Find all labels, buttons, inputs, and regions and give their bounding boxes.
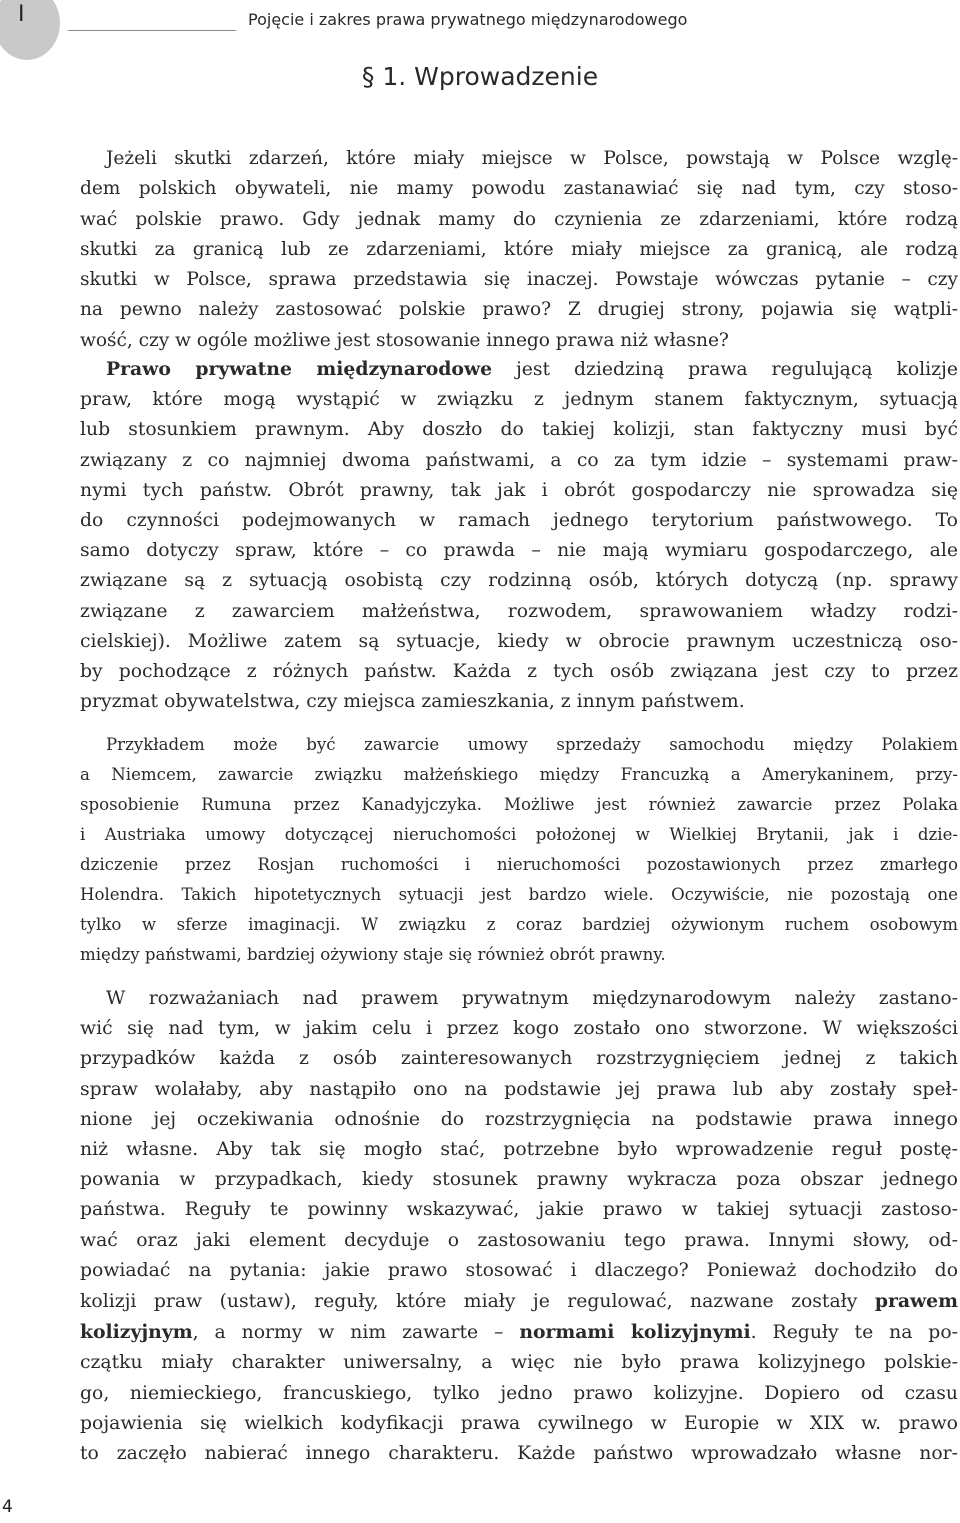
paragraph-line: skutki w Polsce, sprawa przedstawia się inaczej. Powstaje wówczas pytanie – czy	[80, 269, 958, 291]
example-line: dziczenie przez Rosjan ruchomości i nieruchomości pozostawionych przez zmarłego	[80, 855, 958, 874]
paragraph-line: dem polskich obywateli, nie mamy powodu zastanawiać się nad tym, czy stoso-	[80, 178, 958, 200]
paragraph-line: wać oraz jaki element decyduje o zastosowaniu tego prawa. Innymi słowy, od-	[80, 1229, 958, 1251]
paragraph-line: przypadków każda z osób zainteresowanych rozstrzygnięciem jednej z takich	[80, 1048, 958, 1070]
paragraph-line: czątku miały charakter uniwersalny, a więc nie było prawa kolizyjnego polskie-	[80, 1352, 958, 1374]
paragraph-line: związane z zawarciem małżeństwa, rozwodem, sprawowaniem władzy rodzi-	[80, 600, 958, 622]
paragraph-line: niż własne. Aby tak się mogło stać, potrzebne było wprowadzenie reguł postę-	[80, 1139, 958, 1161]
paragraph-line: W rozważaniach nad prawem prywatnym międzynarodowym należy zastano-	[106, 988, 958, 1009]
paragraph-line	[80, 354, 958, 385]
paragraph-line: samo dotyczy spraw, które – co prawda – nie mają wymiaru gospodarczego, ale	[80, 540, 958, 562]
paragraph-line: by pochodzące z różnych państw. Każda z tych osób związana jest czy to przez	[80, 661, 958, 683]
page-number: 4	[2, 1497, 13, 1517]
paragraph-line: związany z co najmniej dwoma państwami, a co za tym idzie – systemami praw-	[80, 449, 958, 471]
defined-term: Prawo prywatne międzynarodowe	[106, 358, 493, 380]
paragraph-line: państwa. Reguły te powinny wskazywać, jakie prawo w takiej sytuacji zastoso-	[80, 1199, 958, 1221]
section-title: § 1. Wprowadzenie	[361, 62, 599, 91]
header-rule	[68, 30, 236, 31]
paragraph-text: kolizji praw (ustaw), reguły, które miały je regulować, nazwane zostały	[80, 1291, 875, 1313]
example-line: sposobienie Rumuna przez Kanadyjczyka. Możliwe jest również zawarcie przez Polaka	[80, 795, 958, 814]
paragraph-line: cielskiej). Możliwe zatem są sytuacje, kiedy w obrocie prawnym uczestniczą oso-	[80, 630, 958, 652]
paragraph-text: jest dziedziną prawa regulującą kolizje	[492, 359, 958, 380]
paragraph-line: spraw wolałaby, aby nastąpiło ono na podstawie jej prawa lub aby zostały speł-	[80, 1078, 958, 1100]
example-line: tylko w sferze imaginacji. W związku z coraz bardziej ożywionym ruchem osobowym	[80, 915, 958, 934]
paragraph-intro	[80, 144, 958, 356]
example-line: i Austriaka umowy dotyczącej nieruchomości położonej w Wielkiej Brytanii, jak i dzie-	[80, 825, 958, 844]
paragraph-line: związane są z sytuacją osobistą czy rodzinną osób, których dotyczą (np. sprawy	[80, 570, 958, 592]
paragraph-line: Jeżeli skutki zdarzeń, które miały miejsce w Polsce, powstają w Polsce wzglę-	[106, 148, 958, 169]
paragraph-line: nymi tych państw. Obrót prawny, tak jak i obrót gospodarczy nie sprowadza się	[80, 479, 958, 501]
paragraph-line: do czynności podejmowanych w ramach jednego terytorium państwowego. To	[80, 510, 958, 532]
example-line: Przykładem może być zawarcie umowy sprzedaży samochodu między Polakiem	[106, 735, 958, 754]
paragraph-line: wać polskie prawo. Gdy jednak mamy do czynienia ze zdarzeniami, które rodzą	[80, 208, 958, 230]
paragraph-line: powiadać na pytania: jakie prawo stosować i dlaczego? Ponieważ dochodziło do	[80, 1259, 958, 1281]
paragraph-line: pryzmat obywatelstwa, czy miejsca zamieszkania, z innym państwem.	[80, 691, 745, 713]
paragraph-definition	[80, 354, 958, 717]
chapter-number: I	[18, 2, 25, 27]
paragraph-line: nione jej oczekiwania odnośnie do rozstrzygnięcia na podstawie prawa innego	[80, 1108, 958, 1130]
example-line: między państwami, bardziej ożywiony staje się również obrót prawny.	[80, 945, 666, 964]
running-header-title: Pojęcie i zakres prawa prywatnego międzynarodowego	[248, 10, 688, 29]
paragraph-line: pojawienia się wielkich kodyfikacji prawa cywilnego w Europie w XIX w. prawo	[80, 1412, 958, 1434]
paragraph-line: wość, czy w ogóle możliwe jest stosowanie innego prawa niż własne?	[80, 329, 729, 351]
paragraph-line: skutki za granicą lub ze zdarzeniami, które miały miejsce za granicą, ale rodzą	[80, 238, 958, 260]
paragraph-conflict-rules	[80, 984, 958, 1469]
paragraph-line: wić się nad tym, w jakim celu i przez kogo zostało ono stworzone. W większości	[80, 1018, 958, 1040]
paragraph-line	[80, 1317, 958, 1348]
paragraph-line: powania w przypadkach, kiedy stosunek prawny wykracza poza obszar jednego	[80, 1169, 958, 1191]
paragraph-text: . Reguły te na po-	[750, 1322, 958, 1344]
paragraph-line: na pewno należy zastosować polskie prawo? Z drugiej strony, pojawia się wątpli-	[80, 299, 958, 321]
paragraph-text: , a normy w nim zawarte –	[192, 1322, 520, 1344]
paragraph-line: praw, które mogą wystąpić w związku z jednym stanem faktycznym, sytuacją	[80, 389, 958, 411]
example-line: a Niemcem, zawarcie związku małżeńskiego między Francuzką a Amerykaninem, przy-	[80, 765, 958, 784]
defined-term: kolizyjnym	[80, 1321, 193, 1344]
chapter-badge	[0, 0, 60, 60]
defined-term: prawem	[874, 1290, 958, 1313]
paragraph-line: go, niemieckiego, francuskiego, tylko jedno prawo kolizyjne. Dopiero od czasu	[80, 1382, 958, 1404]
defined-term: normami kolizyjnymi	[519, 1321, 751, 1344]
paragraph-line	[80, 1286, 958, 1317]
example-line: Holendra. Takich hipotetycznych sytuacji jest bardzo wiele. Oczywiście, nie pozostają one	[80, 885, 958, 904]
example-block	[80, 730, 958, 970]
paragraph-line: to zaczęło nabierać innego charakteru. Każde państwo wprowadzało własne nor-	[80, 1443, 958, 1465]
paragraph-line: lub stosunkiem prawnym. Aby doszło do takiej kolizji, stan faktyczny musi być	[80, 419, 958, 441]
